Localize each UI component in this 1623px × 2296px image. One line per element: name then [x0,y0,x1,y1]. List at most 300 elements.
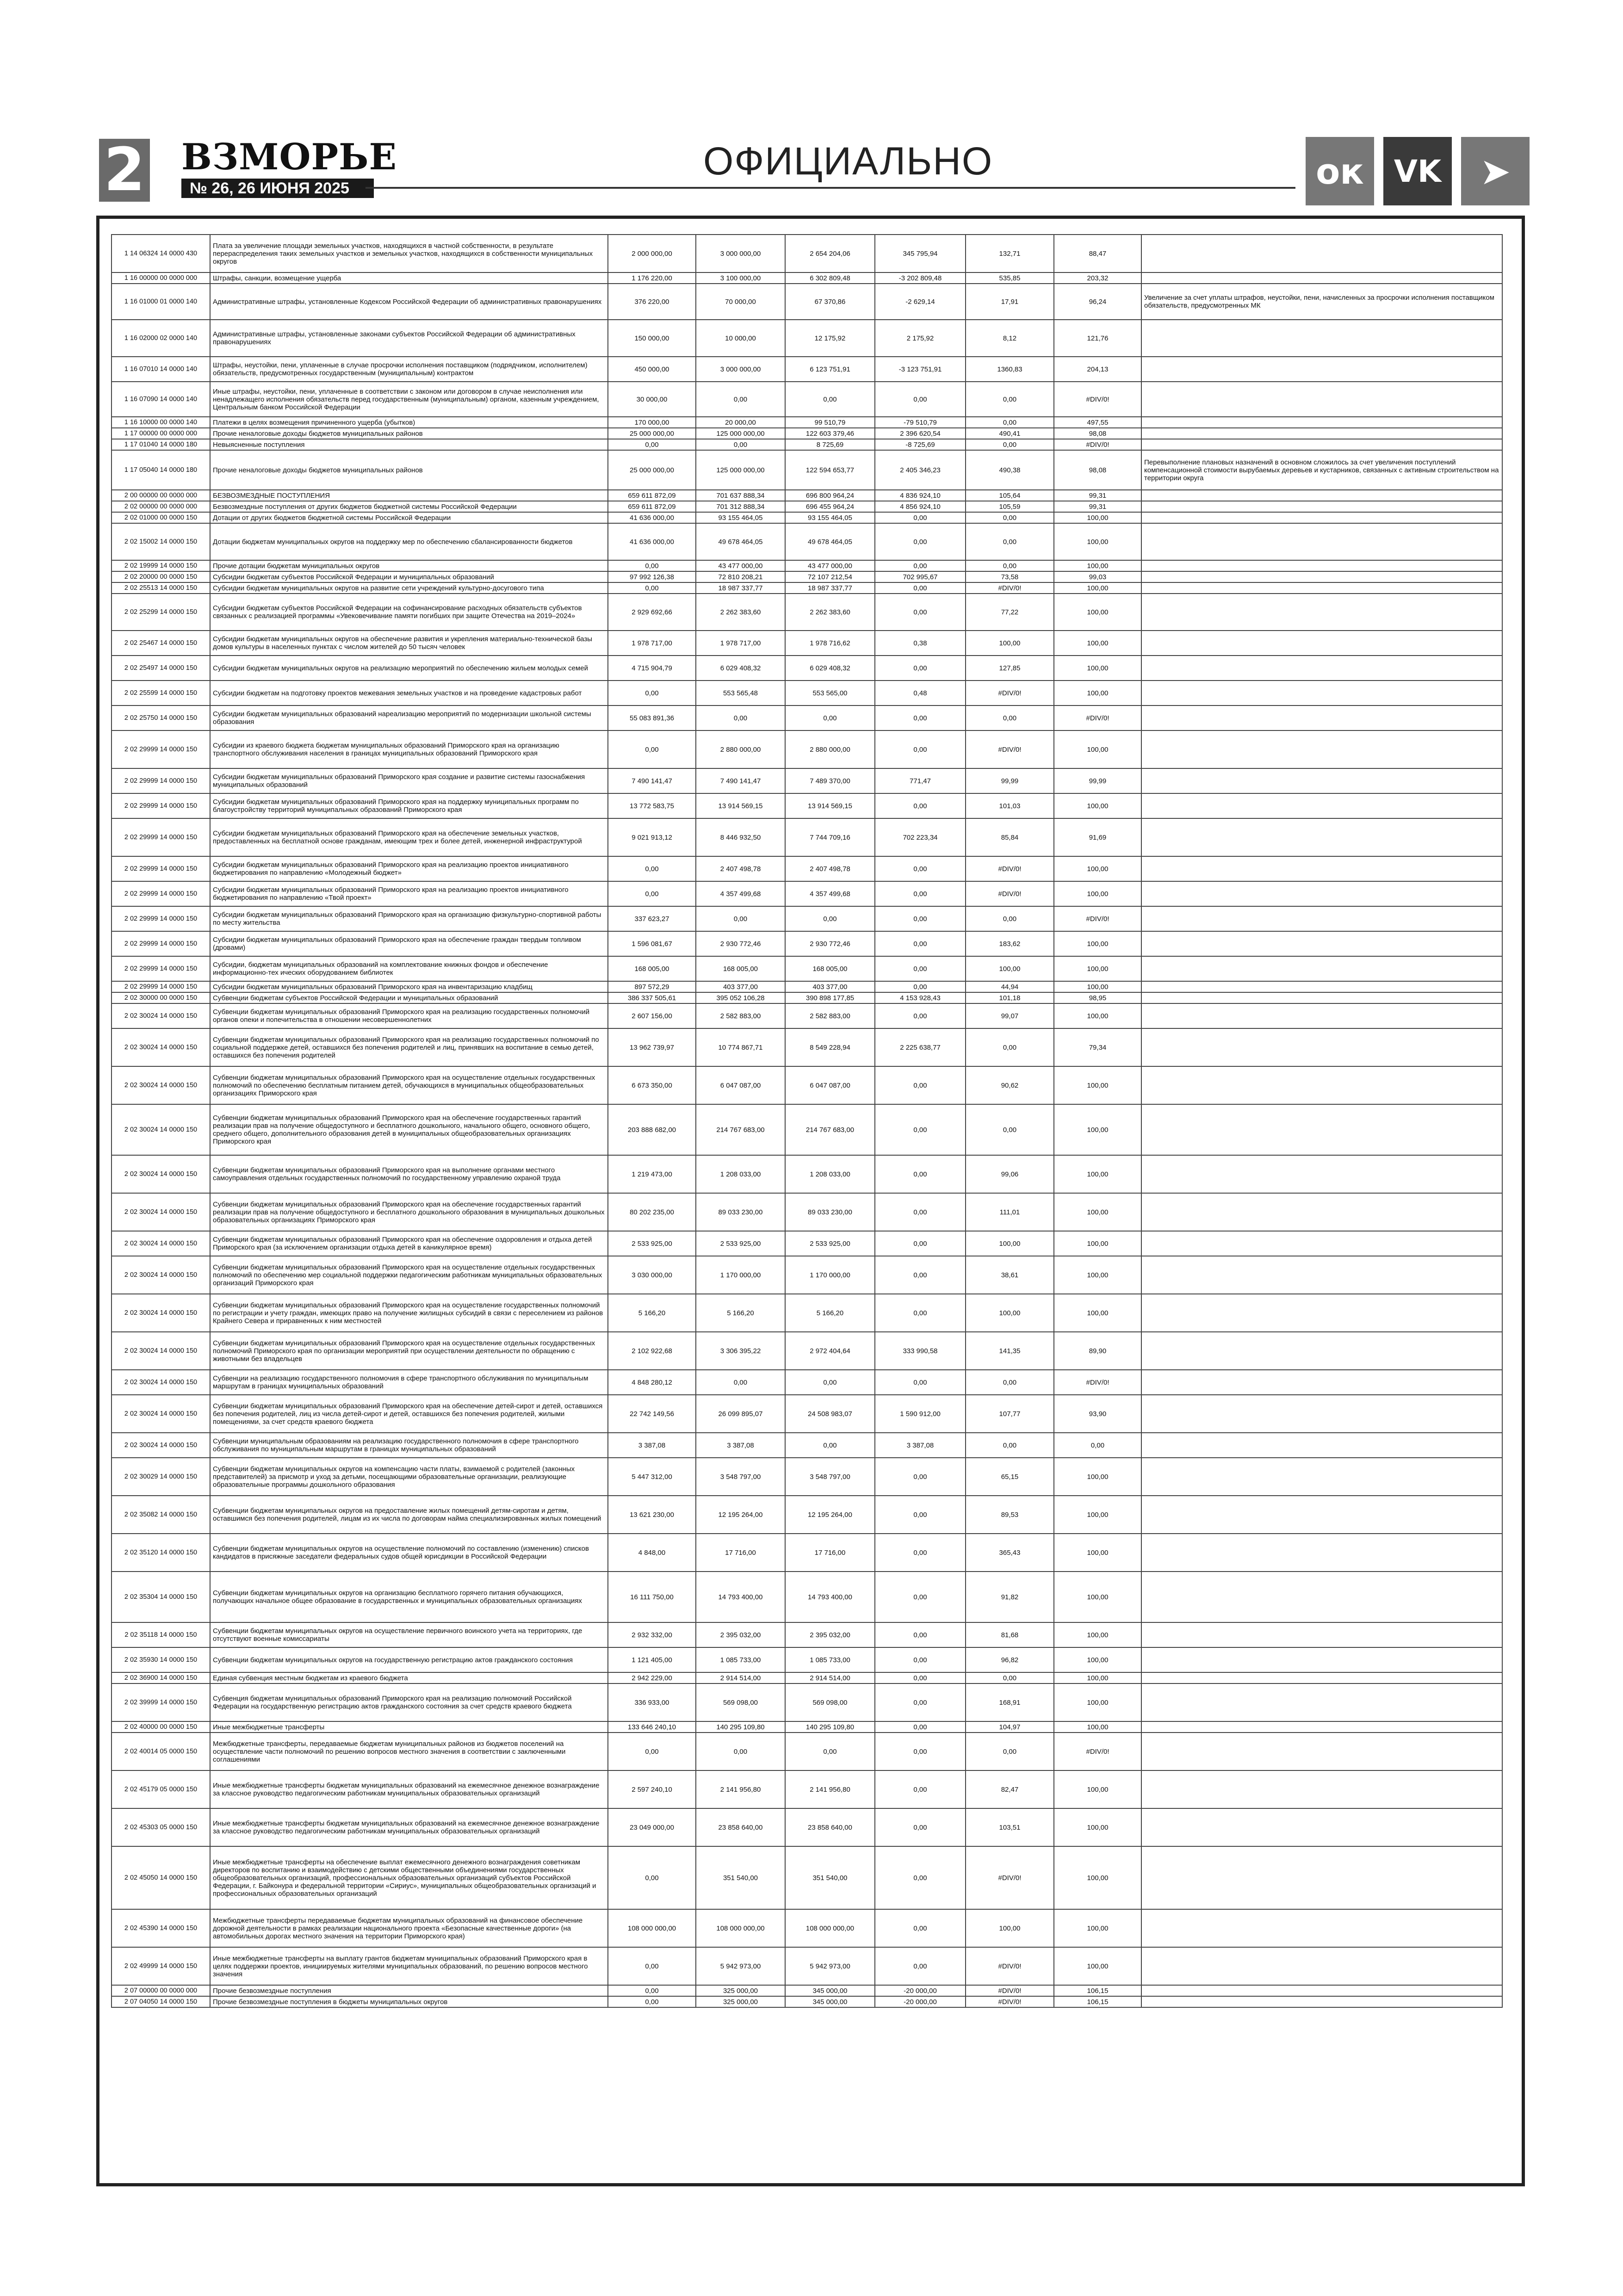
row-initial-plan: 25 000 000,00 [608,450,696,490]
row-percent-initial: 100,00 [966,1294,1054,1332]
row-deviation: 0,00 [875,1534,966,1572]
row-percent-initial: 100,00 [966,1231,1054,1256]
row-initial-plan: 108 000 000,00 [608,1909,696,1947]
row-revised-plan: 0,00 [696,1733,785,1770]
row-actual: 122 594 653,77 [785,450,875,490]
row-percent-revised: #DIV/0! [1054,706,1141,730]
row-deviation: 0,00 [875,1721,966,1733]
row-actual: 0,00 [785,1733,875,1770]
row-revised-plan: 8 446 932,50 [696,818,785,856]
row-revised-plan: 20 000,00 [696,417,785,428]
row-code: 2 02 20000 00 0000 150 [112,571,210,582]
row-percent-initial: #DIV/0! [966,856,1054,881]
table-row [112,656,1502,681]
row-revised-plan: 3 548 797,00 [696,1458,785,1496]
row-deviation: -3 123 751,91 [875,357,966,382]
row-actual: 0,00 [785,382,875,417]
row-percent-revised: 100,00 [1054,956,1141,981]
row-percent-initial: #DIV/0! [966,1846,1054,1909]
row-deviation: 0,00 [875,1003,966,1028]
row-revised-plan: 108 000 000,00 [696,1909,785,1947]
row-note [1141,1231,1502,1256]
row-name: Субвенции на реализацию государственного полномочия в сфере транспортного обслуживания по муниципальным маршрутам в границах муниципальных образований [210,1370,608,1395]
row-code: 1 17 05040 14 0000 180 [112,450,210,490]
row-name: Субвенции бюджетам муниципальных округов на государственную регистрацию актов гражданского состояния [210,1647,608,1672]
table-row [112,571,1502,582]
table-row [112,272,1502,284]
row-actual: 696 455 964,24 [785,501,875,512]
row-deviation: 0,00 [875,1256,966,1294]
row-actual: 5 942 973,00 [785,1947,875,1985]
row-initial-plan: 13 621 230,00 [608,1496,696,1534]
row-percent-revised: 100,00 [1054,1947,1141,1985]
row-revised-plan: 168 005,00 [696,956,785,981]
table-row [112,1947,1502,1985]
row-code: 2 02 36900 14 0000 150 [112,1672,210,1683]
row-actual: 140 295 109,80 [785,1721,875,1733]
row-percent-revised: 79,34 [1054,1028,1141,1066]
row-percent-initial: #DIV/0! [966,881,1054,906]
row-name: Единая субвенция местным бюджетам из краевого бюджета [210,1672,608,1683]
row-percent-initial: 99,07 [966,1003,1054,1028]
row-name: Субсидии бюджетам муниципальных образований Приморского края на обеспечение граждан твердым топливом (дровами) [210,931,608,956]
row-percent-initial: 127,85 [966,656,1054,681]
row-revised-plan: 1 085 733,00 [696,1647,785,1672]
issue-label: № 26, 26 ИЮНЯ 2025 [181,179,374,198]
row-percent-initial: 111,01 [966,1193,1054,1231]
row-percent-initial: 183,62 [966,931,1054,956]
table-row [112,768,1502,793]
row-note [1141,656,1502,681]
row-revised-plan: 125 000 000,00 [696,428,785,439]
row-code: 1 14 06324 14 0000 430 [112,235,210,272]
row-percent-initial: 100,00 [966,956,1054,981]
row-revised-plan: 351 540,00 [696,1846,785,1909]
row-name: Субвенции бюджетам муниципальных округов на осуществление первичного воинского учета на территориях, где отсутствуют военные комиссариаты [210,1622,608,1647]
table-row [112,512,1502,523]
table-row [112,1572,1502,1622]
row-revised-plan: 3 100 000,00 [696,272,785,284]
row-percent-revised: 100,00 [1054,730,1141,768]
row-percent-initial: 0,00 [966,706,1054,730]
row-deviation: 4 153 928,43 [875,992,966,1003]
row-note [1141,1947,1502,1985]
row-percent-revised: 100,00 [1054,1294,1141,1332]
row-percent-initial: 0,00 [966,906,1054,931]
row-actual: 403 377,00 [785,981,875,992]
row-revised-plan: 325 000,00 [696,1985,785,1996]
row-name: Субсидии бюджетам муниципальных образований Приморского края создание и развитие системы газоснабжения муниципальных образований [210,768,608,793]
row-deviation: 0,00 [875,1370,966,1395]
row-code: 2 02 30024 14 0000 150 [112,1231,210,1256]
row-note [1141,357,1502,382]
row-percent-revised: 204,13 [1054,357,1141,382]
row-revised-plan: 403 377,00 [696,981,785,992]
row-percent-initial: 0,00 [966,1433,1054,1458]
row-revised-plan: 1 208 033,00 [696,1155,785,1193]
row-revised-plan: 4 357 499,68 [696,881,785,906]
row-percent-revised: 100,00 [1054,1003,1141,1028]
row-percent-revised: 100,00 [1054,1622,1141,1647]
row-initial-plan: 0,00 [608,1846,696,1909]
row-deviation: 0,00 [875,1909,966,1947]
row-code: 2 02 25513 14 0000 150 [112,582,210,594]
row-note [1141,1808,1502,1846]
row-name: Субсидии бюджетам на подготовку проектов межевания земельных участков и на проведение кадастровых работ [210,681,608,706]
row-initial-plan: 376 220,00 [608,284,696,320]
row-initial-plan: 7 490 141,47 [608,768,696,793]
row-actual: 89 033 230,00 [785,1193,875,1231]
row-name: Платежи в целях возмещения причиненного ущерба (убытков) [210,417,608,428]
row-code: 2 02 29999 14 0000 150 [112,956,210,981]
table-row [112,439,1502,450]
row-percent-initial: 0,00 [966,512,1054,523]
row-note: Увеличение за счет уплаты штрафов, неустойки, пени, начисленных за просрочки исполнения поставщиком обязательств, предусмотренных МК [1141,284,1502,320]
row-percent-revised: 100,00 [1054,1193,1141,1231]
row-revised-plan: 3 000 000,00 [696,357,785,382]
row-name: Субвенции бюджетам муниципальных образований Приморского края на выполнение органами местного самоуправления отдельных государственных полномочий по государственному управлению охраной труда [210,1155,608,1193]
table-row [112,1672,1502,1683]
table-row [112,1294,1502,1332]
row-deviation: 0,00 [875,881,966,906]
row-deviation: -3 202 809,48 [875,272,966,284]
table-row [112,501,1502,512]
row-initial-plan: 2 000 000,00 [608,235,696,272]
row-note [1141,1647,1502,1672]
table-row [112,1370,1502,1395]
table-row [112,1028,1502,1066]
row-revised-plan: 0,00 [696,706,785,730]
row-note [1141,1066,1502,1104]
row-percent-revised: 100,00 [1054,1572,1141,1622]
row-percent-revised: #DIV/0! [1054,1370,1141,1395]
row-note [1141,1770,1502,1808]
row-percent-initial: 82,47 [966,1770,1054,1808]
vk-icon[interactable]: VK [1383,137,1452,205]
table-row [112,681,1502,706]
row-revised-plan: 569 098,00 [696,1683,785,1721]
row-actual: 12 195 264,00 [785,1496,875,1534]
row-initial-plan: 3 030 000,00 [608,1256,696,1294]
row-percent-revised: 98,08 [1054,428,1141,439]
table-row [112,1996,1502,2007]
row-deviation: 2 405 346,23 [875,450,966,490]
table-row [112,582,1502,594]
row-note [1141,1672,1502,1683]
row-deviation: 0,00 [875,1294,966,1332]
row-initial-plan: 0,00 [608,439,696,450]
row-name: Субвенции бюджетам муниципальных округов на организацию бесплатного горячего питания обучающихся, получающих начальное общее образование в государственных и муниципальных образовательных организациях [210,1572,608,1622]
row-actual: 0,00 [785,906,875,931]
row-actual: 6 029 408,32 [785,656,875,681]
row-name: Иные межбюджетные трансферты [210,1721,608,1733]
row-percent-initial: 90,62 [966,1066,1054,1104]
row-revised-plan: 10 000,00 [696,320,785,357]
row-initial-plan: 22 742 149,56 [608,1395,696,1433]
row-revised-plan: 701 637 888,34 [696,490,785,501]
row-note [1141,730,1502,768]
table-row [112,1332,1502,1370]
row-percent-revised: #DIV/0! [1054,1733,1141,1770]
row-percent-initial: #DIV/0! [966,730,1054,768]
row-revised-plan: 0,00 [696,439,785,450]
row-actual: 0,00 [785,1370,875,1395]
row-note [1141,1909,1502,1947]
row-name: Административные штрафы, установленные законами субъектов Российской Федерации об административных правонарушениях [210,320,608,357]
row-percent-initial: 535,85 [966,272,1054,284]
row-revised-plan: 2 407 498,78 [696,856,785,881]
row-revised-plan: 7 490 141,47 [696,768,785,793]
row-deviation: 0,00 [875,594,966,631]
row-deviation: 0,00 [875,1808,966,1846]
row-revised-plan: 43 477 000,00 [696,560,785,571]
telegram-icon[interactable]: ➤ [1461,137,1530,205]
row-deviation: 0,00 [875,512,966,523]
row-code: 2 02 30024 14 0000 150 [112,1332,210,1370]
page-number: 2 [99,139,150,202]
table-row [112,1193,1502,1231]
row-note [1141,439,1502,450]
row-note [1141,856,1502,881]
row-percent-initial: 490,38 [966,450,1054,490]
row-deviation: -20 000,00 [875,1996,966,2007]
row-note [1141,631,1502,656]
row-deviation: 0,00 [875,1647,966,1672]
row-initial-plan: 0,00 [608,881,696,906]
row-percent-initial: 168,91 [966,1683,1054,1721]
row-revised-plan: 0,00 [696,906,785,931]
row-deviation: 702 995,67 [875,571,966,582]
row-actual: 6 302 809,48 [785,272,875,284]
row-initial-plan: 150 000,00 [608,320,696,357]
row-percent-initial: 0,00 [966,1672,1054,1683]
row-name: Безвозмездные поступления от других бюджетов бюджетной системы Российской Федерации [210,501,608,512]
row-note [1141,582,1502,594]
row-percent-initial: 101,03 [966,793,1054,818]
row-actual: 99 510,79 [785,417,875,428]
row-revised-plan: 325 000,00 [696,1996,785,2007]
row-revised-plan: 395 052 106,28 [696,992,785,1003]
row-name: Невыясненные поступления [210,439,608,450]
row-actual: 2 880 000,00 [785,730,875,768]
row-percent-revised: 100,00 [1054,1672,1141,1683]
row-percent-revised: 100,00 [1054,1496,1141,1534]
row-note [1141,490,1502,501]
row-deviation: 0,00 [875,856,966,881]
row-note [1141,320,1502,357]
row-percent-revised: 100,00 [1054,512,1141,523]
row-initial-plan: 1 978 717,00 [608,631,696,656]
row-initial-plan: 2 102 922,68 [608,1332,696,1370]
row-name: Субвенции муниципальным образованиям на реализацию государственного полномочия в сфере транспортного обслуживания по муниципальным маршрутам в границах муниципальных образований [210,1433,608,1458]
row-percent-revised: 100,00 [1054,1909,1141,1947]
table-row [112,594,1502,631]
row-percent-initial: 107,77 [966,1395,1054,1433]
row-name: Субсидии бюджетам субъектов Российской Федерации и муниципальных образований [210,571,608,582]
row-percent-revised: 89,90 [1054,1332,1141,1370]
row-name: Субсидии бюджетам муниципальных образований Приморского края на поддержку муниципальных программ по благоустройству территорий муниципальных образований Приморского края [210,793,608,818]
row-name: Субвенции бюджетам муниципальных образований Приморского края на осуществление государственных полномочий по регистрации и учету граждан, имеющих право на получение жилищных субсидий в связи с переселением из районов Крайнего Севера и приравненных к ним местностей [210,1294,608,1332]
row-code: 2 02 25497 14 0000 150 [112,656,210,681]
row-revised-plan: 18 987 337,77 [696,582,785,594]
table-row [112,235,1502,272]
table-row [112,906,1502,931]
row-name: Прочие дотации бюджетам муниципальных округов [210,560,608,571]
row-actual: 17 716,00 [785,1534,875,1572]
row-actual: 8 549 228,94 [785,1028,875,1066]
row-deviation: 0,00 [875,1066,966,1104]
row-note [1141,571,1502,582]
row-deviation: 0,00 [875,931,966,956]
row-code: 2 02 15002 14 0000 150 [112,523,210,560]
row-deviation: 0,00 [875,1496,966,1534]
row-percent-revised: 99,31 [1054,501,1141,512]
row-percent-initial: #DIV/0! [966,1947,1054,1985]
row-initial-plan: 25 000 000,00 [608,428,696,439]
row-revised-plan: 1 978 717,00 [696,631,785,656]
row-name: Субвенции бюджетам муниципальных образований Приморского края на осуществление отдельных государственных полномочий по обеспечению бесплатным питанием детей, обучающихся в муниципальных общеобразовательных организациях Приморского края [210,1066,608,1104]
row-deviation: 0,00 [875,523,966,560]
row-name: Плата за увеличение площади земельных участков, находящихся в частной собственности, в результате перераспределения таких земельных участков и земельных участков, находящихся в собственности муниципальных округов [210,235,608,272]
header-divider [365,187,1295,189]
row-percent-revised: 100,00 [1054,1066,1141,1104]
row-deviation: 0,00 [875,793,966,818]
row-revised-plan: 6 029 408,32 [696,656,785,681]
row-actual: 93 155 464,05 [785,512,875,523]
row-percent-initial: 104,97 [966,1721,1054,1733]
row-initial-plan: 0,00 [608,582,696,594]
row-note [1141,793,1502,818]
row-percent-revised: 98,08 [1054,450,1141,490]
row-actual: 2 262 383,60 [785,594,875,631]
row-deviation: 702 223,34 [875,818,966,856]
row-name: Штрафы, санкции, возмещение ущерба [210,272,608,284]
row-code: 2 02 30024 14 0000 150 [112,1028,210,1066]
row-percent-revised: 91,69 [1054,818,1141,856]
row-percent-initial: #DIV/0! [966,1985,1054,1996]
row-name: Прочие неналоговые доходы бюджетов муниципальных районов [210,428,608,439]
table-row [112,1458,1502,1496]
row-deviation: 0,00 [875,706,966,730]
row-actual: 2 395 032,00 [785,1622,875,1647]
row-code: 2 02 30024 14 0000 150 [112,1155,210,1193]
row-percent-initial: 0,00 [966,1733,1054,1770]
row-note [1141,768,1502,793]
row-percent-revised: 100,00 [1054,1534,1141,1572]
row-percent-revised: 106,15 [1054,1985,1141,1996]
table-row [112,1647,1502,1672]
row-code: 2 02 40014 05 0000 150 [112,1733,210,1770]
row-initial-plan: 41 636 000,00 [608,512,696,523]
row-deviation: 0,00 [875,1672,966,1683]
row-actual: 108 000 000,00 [785,1909,875,1947]
row-actual: 345 000,00 [785,1985,875,1996]
row-initial-plan: 2 597 240,10 [608,1770,696,1808]
row-percent-revised: 100,00 [1054,1683,1141,1721]
table-row [112,560,1502,571]
row-name: Субвенции бюджетам муниципальных образований Приморского края на обеспечение государственных гарантий реализации прав на получение общедоступного и бесплатного дошкольного, начального общего, основного общего, среднего общего, дополнительного образования детей в муниципальных общеобразовательных организациях Приморского края [210,1104,608,1155]
row-code: 2 02 35304 14 0000 150 [112,1572,210,1622]
table-row [112,981,1502,992]
table-row [112,1846,1502,1909]
table-row [112,428,1502,439]
table-row [112,1683,1502,1721]
row-name: Иные межбюджетные трансферты бюджетам муниципальных образований на ежемесячное денежное вознаграждение за классное руководство педагогическим работникам муниципальных образовательных организаций [210,1808,608,1846]
row-deviation: 0,00 [875,1683,966,1721]
row-deviation: 0,00 [875,730,966,768]
row-actual: 7 489 370,00 [785,768,875,793]
row-name: Субвенция бюджетам муниципальных образований Приморского края на реализацию полномочий Российской Федерации на государственную регистрацию актов гражданского состояния за счет средств краевого бюджета [210,1683,608,1721]
row-actual: 168 005,00 [785,956,875,981]
row-percent-initial: 105,59 [966,501,1054,512]
row-name: Субсидии бюджетам муниципальных образований Приморского края на организацию физкультурно-спортивной работы по месту жительства [210,906,608,931]
odnoklassniki-icon[interactable]: ок [1306,137,1374,205]
row-actual: 0,00 [785,706,875,730]
row-percent-revised: 96,24 [1054,284,1141,320]
row-name: Субсидии бюджетам муниципальных округов на развитие сети учреждений культурно-досугового типа [210,582,608,594]
table-row [112,730,1502,768]
row-note [1141,1622,1502,1647]
row-code: 2 02 25299 14 0000 150 [112,594,210,631]
row-code: 2 02 49999 14 0000 150 [112,1947,210,1985]
row-name: Субсидии из краевого бюджета бюджетам муниципальных образований Приморского края на организацию транспортного обслуживания населения в границах муниципальных образований Приморского края [210,730,608,768]
row-code: 2 02 45303 05 0000 150 [112,1808,210,1846]
row-actual: 1 978 716,62 [785,631,875,656]
row-actual: 2 141 956,80 [785,1770,875,1808]
row-actual: 43 477 000,00 [785,560,875,571]
row-initial-plan: 0,00 [608,681,696,706]
row-note [1141,881,1502,906]
row-initial-plan: 0,00 [608,856,696,881]
row-percent-initial: 0,00 [966,523,1054,560]
row-code: 2 02 19999 14 0000 150 [112,560,210,571]
row-actual: 13 914 569,15 [785,793,875,818]
row-percent-revised: #DIV/0! [1054,906,1141,931]
table-row [112,1985,1502,1996]
row-deviation: 1 590 912,00 [875,1395,966,1433]
row-initial-plan: 55 083 891,36 [608,706,696,730]
row-actual: 390 898 177,85 [785,992,875,1003]
newspaper-logo: ВЗМОРЬЕ [181,136,397,178]
row-actual: 12 175,92 [785,320,875,357]
row-revised-plan: 2 930 772,46 [696,931,785,956]
table-row [112,1155,1502,1193]
row-code: 2 02 30024 14 0000 150 [112,1294,210,1332]
table-row [112,1395,1502,1433]
table-row [112,1909,1502,1947]
row-name: Дотации от других бюджетов бюджетной системы Российской Федерации [210,512,608,523]
row-revised-plan: 2 582 883,00 [696,1003,785,1028]
row-percent-revised: 497,55 [1054,417,1141,428]
row-percent-revised: 99,99 [1054,768,1141,793]
row-percent-revised: 100,00 [1054,656,1141,681]
row-initial-plan: 2 607 156,00 [608,1003,696,1028]
row-name: Субвенции бюджетам муниципальных образований Приморского края на обеспечение государственных гарантий реализации прав на получение общедоступного и бесплатного дошкольного образования в муниципальных дошкольных образовательных организациях Приморского края [210,1193,608,1231]
row-revised-plan: 70 000,00 [696,284,785,320]
row-code: 1 16 10000 00 0000 140 [112,417,210,428]
row-actual: 49 678 464,05 [785,523,875,560]
row-deviation: 0,48 [875,681,966,706]
row-actual: 4 357 499,68 [785,881,875,906]
row-note [1141,1193,1502,1231]
row-revised-plan: 6 047 087,00 [696,1066,785,1104]
row-code: 2 02 35082 14 0000 150 [112,1496,210,1534]
row-percent-revised: 100,00 [1054,881,1141,906]
row-percent-revised: #DIV/0! [1054,439,1141,450]
row-actual: 14 793 400,00 [785,1572,875,1622]
row-percent-initial: 99,99 [966,768,1054,793]
row-revised-plan: 140 295 109,80 [696,1721,785,1733]
